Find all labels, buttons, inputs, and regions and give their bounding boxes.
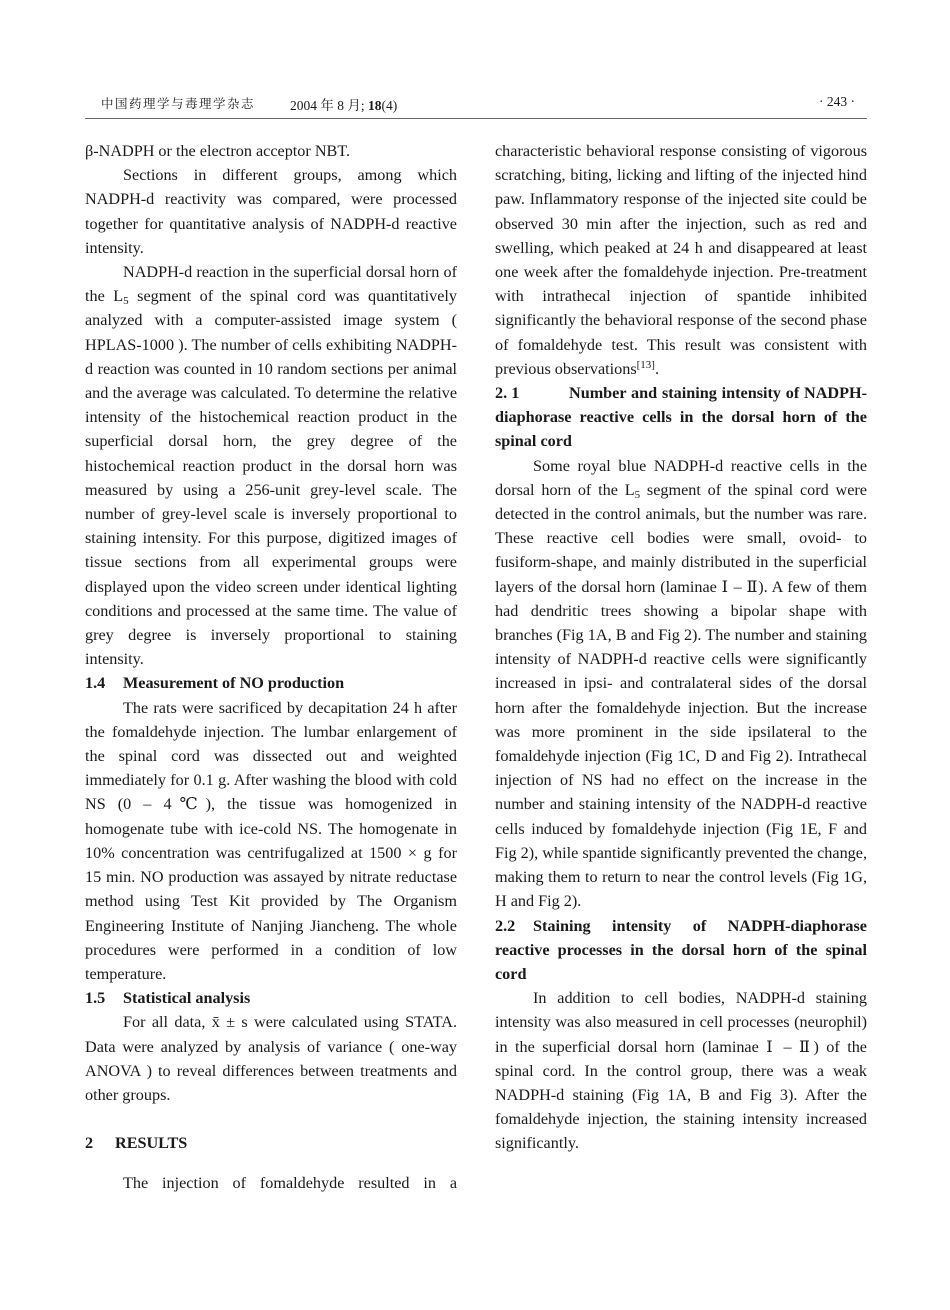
- issue-info: [290, 94, 397, 114]
- paragraph: In addition to cell bodies, NADPH-d staining intensity was also measured in cell processes (neurophil) in the superficial dorsal horn (laminae Ⅰ – Ⅱ) of the spinal cord. In the control group, there was a weak NADPH-d staining (Fig 1A, B and Fig 3). After the fomaldehyde injection, the staining intensity increased significantly.: [495, 989, 867, 1153]
- volume: 18: [368, 98, 382, 113]
- right-column: [495, 139, 867, 1156]
- paragraph: NADPH-d reaction in the superficial dorsal horn of the $L_5$ segment of the spinal cord was quantitatively analyzed with a computer-assisted image system ( HPLAS-1000 ). The number of cells exhibiting NADPH-d reaction was counted in 10 random sections per animal and the average was calculated. To determine the relative intensity of the histochemical reaction product in the superficial dorsal horn, the grey degree of the histochemical reaction product in the dorsal horn was measured by using a 256-unit grey-level scale. The number of grey-level scale is inversely proportional to staining intensity. For this purpose, digitized images of tissue sections from all experimental groups were displayed upon the video screen under identical lighting conditions and processed at the same time. The value of grey degree is inversely proportional to staining intensity.: [85, 263, 457, 669]
- paragraph: Sections in different groups, among which NADPH-d reactivity was compared, were processed together for quantitative analysis of NADPH-d reactive intensity.: [85, 166, 457, 257]
- issue-date: 2004 年 8 月;: [290, 98, 369, 113]
- paragraph: β-NADPH or the electron acceptor NBT.: [85, 142, 351, 160]
- paragraph: For all data, x̄ ± s were calculated using STATA. Data were analyzed by analysis of variance ( one-way ANOVA ) to reveal differences between treatments and other groups.: [85, 1013, 457, 1104]
- section-heading-results: 2 RESULTS: [85, 1134, 188, 1153]
- running-header: [85, 92, 867, 114]
- section-heading-2-2: 2.2 Staining intensity of NADPH-diaphorase reactive processes in the dorsal horn of the spinal cord: [495, 916, 867, 983]
- paragraph: Some royal blue NADPH-d reactive cells in the dorsal horn of the $L_5$ segment of the spinal cord were detected in the control animals, but the number was rare. These reactive cell bodies were small, ovoid- to fusiform-shape, and mainly distributed in the superficial layers of the dorsal horn (laminae Ⅰ – Ⅱ). A few of them had dendritic trees showing a bipolar shape with branches (Fig 1A, B and Fig 2). The number and staining intensity of NADPH-d reactive cells were significantly increased in ipsi- and contralateral sides of the dorsal horn after the fomaldehyde injection. But the increase was more prominent in the side ipsilateral to the fomaldehyde injection (Fig 1C, D and Fig 2). Intrathecal injection of NS had no effect on the increase in the number and staining intensity of the NADPH-d reactive cells induced by fomaldehyde injection (Fig 1E, F and Fig 2), while spantide significantly prevented the change, making them to return to near the control levels (Fig 1G, H and Fig 2).: [495, 456, 867, 911]
- page-number: · 243 ·: [819, 94, 855, 109]
- section-heading-1-5: 1.5 Statistical analysis: [85, 989, 251, 1008]
- section-heading-2-1: 2. 1 Number and staining intensity of NADPH-diaphorase reactive cells in the dorsal horn of the spinal cord: [495, 384, 867, 451]
- section-heading-1-4: 1.4 Measurement of NO production: [85, 674, 345, 693]
- journal-title: 中国药理学与毒理学杂志: [101, 96, 256, 111]
- citation: [13]: [636, 358, 655, 371]
- paragraph: The injection of fomaldehyde resulted in a: [123, 1174, 457, 1193]
- issue-number: (4): [381, 98, 398, 113]
- left-column: [85, 139, 457, 1196]
- paragraph: characteristic behavioral response consisting of vigorous scratching, biting, licking and lifting of the injected hind paw. Inflammatory response of the injected site could be observed 30 min after the injection, such as red and swelling, which peaked at 24 h and disappeared at least one week after the fomaldehyde injection. Pre-treatment with intrathecal injection of spantide inhibited significantly the behavioral response of the second phase of fomaldehyde test. This result was consistent with previous observations[13].: [495, 142, 867, 378]
- header-rule: [85, 118, 867, 119]
- paragraph: The rats were sacrificed by decapitation 24 h after the fomaldehyde injection. The lumbar enlargement of the spinal cord was dissected out and weighted immediately for 0.1 g. After washing the blood with cold NS (0 – 4℃), the tissue was homogenized in homogenate tube with ice-cold NS. The homogenate in 10% concentration was centrifugalized at 1500 × g for 15 min. NO production was assayed by nitrate reductase method using Test Kit provided by The Organism Engineering Institute of Nanjing Jiancheng. The whole procedures were performed in a condition of low temperature.: [85, 698, 457, 983]
